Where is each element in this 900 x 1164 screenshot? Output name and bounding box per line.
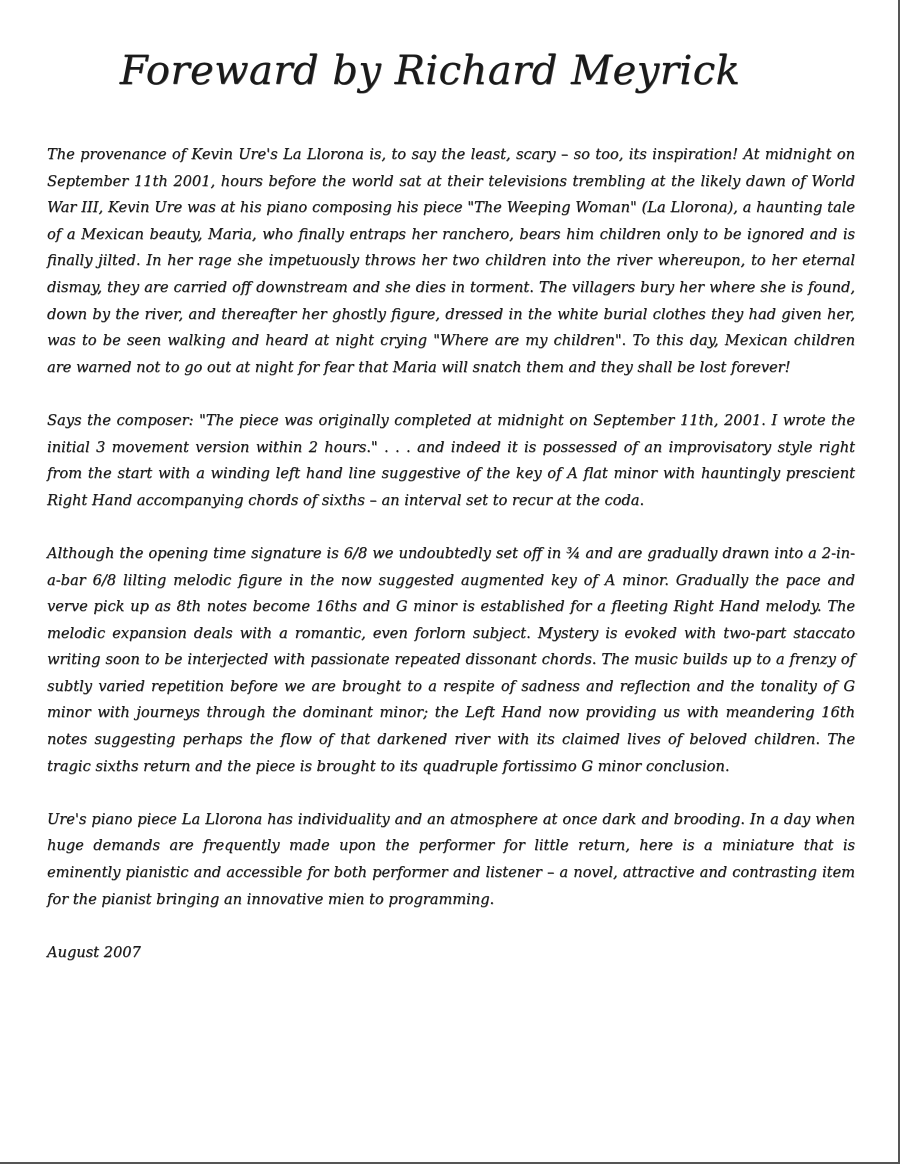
paragraph-composer-quote: Says the composer: "The piece was originally completed at midnight on September 11th, 2001. I wrote the initial 3 movement version within 2 hours." . . . and indeed it is possessed of an improvisatory style right from the start with a winding left hand line suggestive of the key of A flat minor with hauntingly prescient Right Hand accompanying chords of sixths – an interval set to recur at the coda. [47, 411, 855, 509]
paragraph-provenance: The provenance of Kevin Ure's La Llorona is, to say the least, scary – so too, its inspiration! At midnight on September 11th 2001, hours before the world sat at their televisions trembling at the likely dawn of World War III, Kevin Ure was at his piano composing his piece "The Weeping Woman" (La Llorona), a haunting tale of a Mexican beauty, Maria, who finally entraps her ranchero, bears him children only to be ignored and is finally jilted. In her rage she impetuously throws her two children into the river whereupon, to her eternal dismay, they are carried off downstream and she dies in torment. The villagers bury her where she is found, down by the river, and thereafter her ghostly figure, dressed in the white burial clothes they had given her, was to be seen walking and heard at night crying "Where are my children". To this day, Mexican children are warned not to go out at night for fear that Maria will snatch them and they shall be lost forever! [47, 146, 855, 376]
paragraph-conclusion: Ure's piano piece La Llorona has individuality and an atmosphere at once dark and brooding. In a day when huge demands are frequently made upon the performer for little return, here is a miniature that is eminently pianistic and accessible for both performer and listener – a novel, attractive and contrasting item for the pianist bringing an innovative mien to programming. [47, 810, 855, 908]
document-body [47, 142, 855, 966]
page-title: Foreward by Richard Meyrick [119, 48, 741, 94]
paragraph-analysis: Although the opening time signature is 6/8 we undoubtedly set off in ¾ and are gradually drawn into a 2-in-a-bar 6/8 lilting melodic figure in the now suggested augmented key of A minor. Gradually the pace and verve pick up as 8th notes become 16ths and G minor is established for a fleeting Right Hand melody. The melodic expansion deals with a romantic, even forlorn subject. Mystery is evoked with two-part staccato writing soon to be interjected with passionate repeated dissonant chords. The music builds up to a frenzy of subtly varied repetition before we are brought to a respite of sadness and reflection and the tonality of G minor with journeys through the dominant minor; the Left Hand now providing us with meandering 16th notes suggesting perhaps the flow of that darkened river with its claimed lives of beloved children. The tragic sixths return and the piece is brought to its quadruple fortissimo G minor conclusion. [47, 544, 855, 775]
document-date: August 2007 [47, 943, 141, 961]
